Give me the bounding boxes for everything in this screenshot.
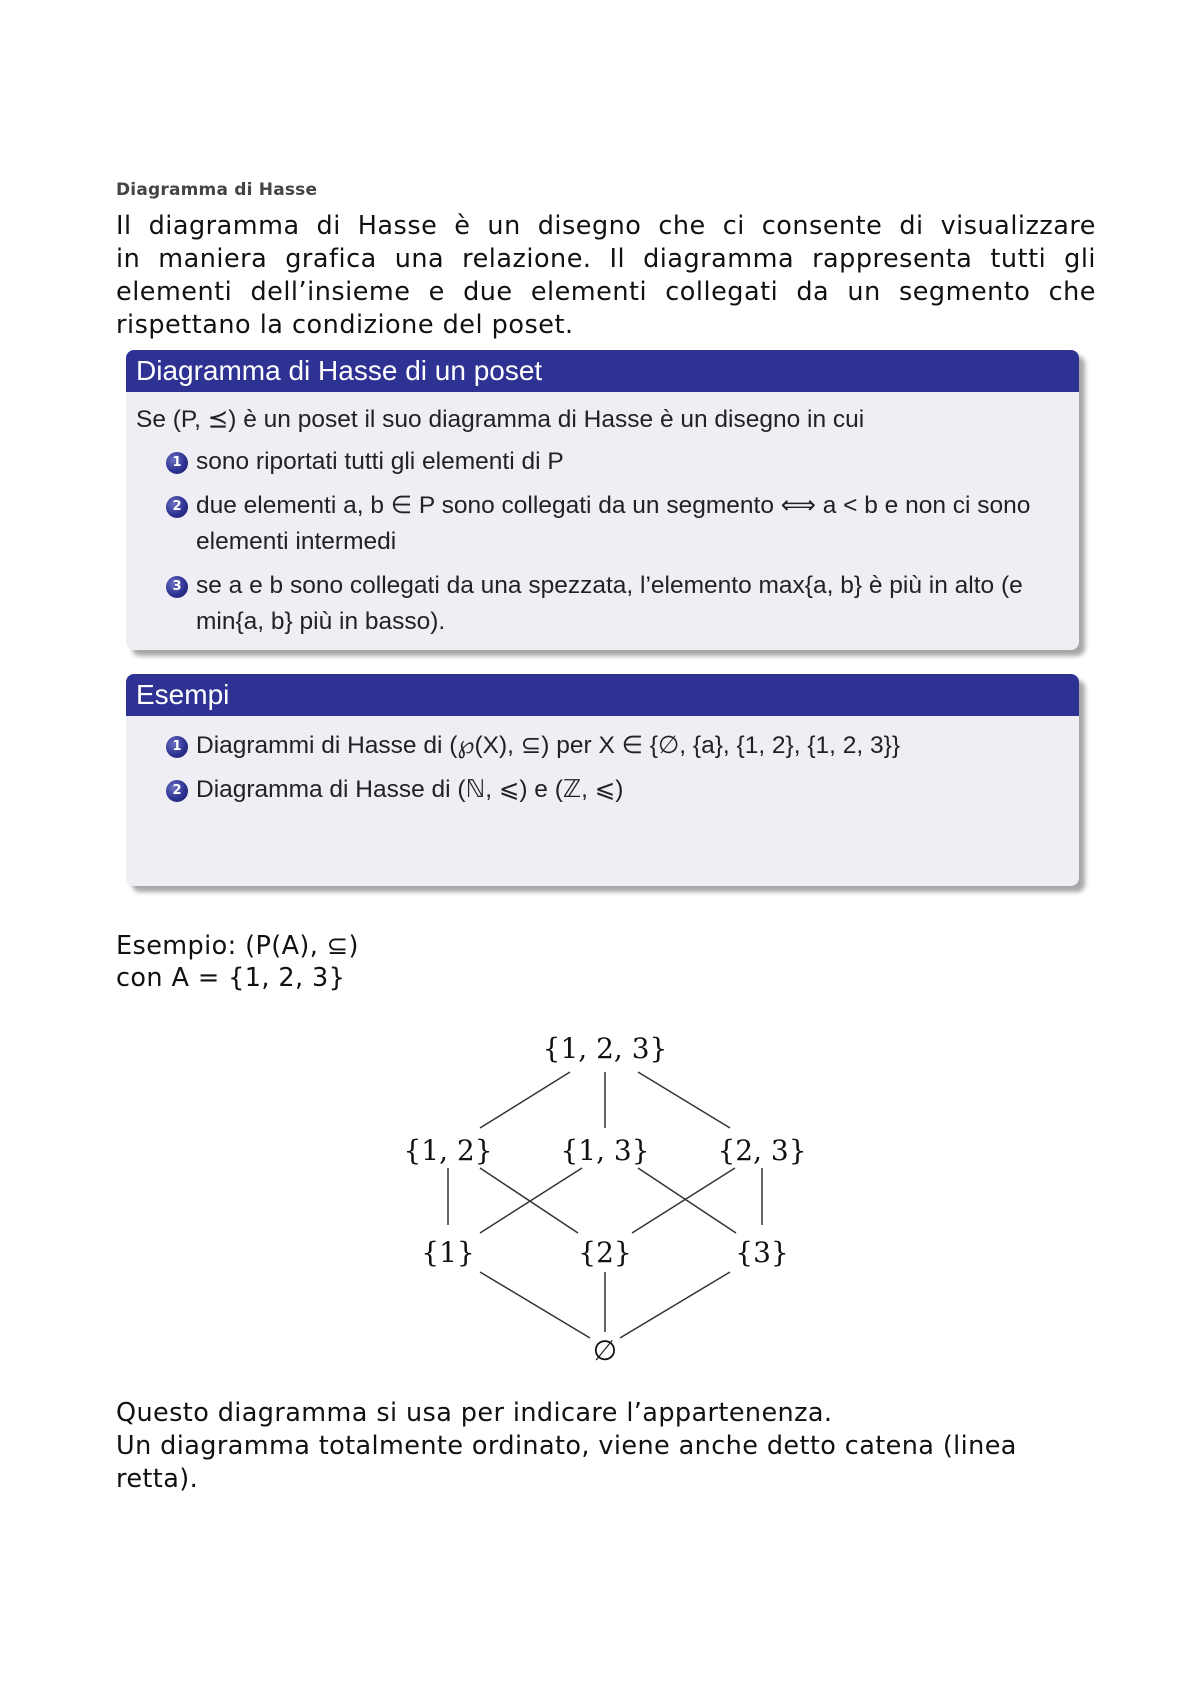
definition-item-text: sono riportati tutti gli elementi di P bbox=[196, 448, 564, 475]
numbered-bullet-icon: 1 bbox=[166, 736, 188, 758]
definition-block-title: Diagramma di Hasse di un poset bbox=[126, 350, 1079, 392]
hasse-node-13: {1, 3} bbox=[560, 1134, 650, 1167]
hasse-node-12: {1, 2} bbox=[403, 1134, 493, 1167]
examples-item-text: Diagrammi di Hasse di (℘(X), ⊆) per X ∈ {∅, {a}, {1, 2}, {1, 2, 3}} bbox=[196, 732, 901, 759]
definition-lead: Se (P, ⪯) è un poset il suo diagramma di Hasse è un disegno in cui bbox=[136, 406, 865, 433]
examples-item bbox=[136, 772, 1069, 808]
intro-line: rispettano la condizione del poset. bbox=[116, 310, 574, 340]
section-title: Diagramma di Hasse bbox=[116, 180, 318, 200]
definition-item bbox=[136, 444, 1069, 480]
numbered-bullet-icon: 3 bbox=[166, 576, 188, 598]
intro-line: Il diagramma di Hasse è un disegno che ci consente di visualizzare bbox=[116, 211, 1096, 241]
hasse-node-1: {1} bbox=[421, 1236, 475, 1269]
hasse-diagram bbox=[400, 1020, 820, 1380]
hasse-node-top: {1, 2, 3} bbox=[542, 1032, 668, 1065]
hasse-edges bbox=[448, 1072, 762, 1338]
definition-block-body bbox=[126, 392, 1079, 650]
definition-item-text: se a e b sono collegati da una spezzata, l’elemento max{a, b} è più in alto (e min{a, b} più in basso). bbox=[196, 572, 1023, 635]
outro-paragraph bbox=[116, 1397, 1096, 1496]
examples-item-text: Diagramma di Hasse di (ℕ, ⩽) e (ℤ, ⩽) bbox=[196, 776, 624, 803]
definition-item-text: due elementi a, b ∈ P sono collegati da un segmento ⟺ a < b e non ci sono elementi intermedi bbox=[196, 492, 1031, 555]
definition-block bbox=[126, 350, 1079, 650]
examples-block bbox=[126, 674, 1079, 886]
numbered-bullet-icon: 2 bbox=[166, 496, 188, 518]
definition-item bbox=[136, 488, 1069, 560]
hasse-edge bbox=[480, 1072, 570, 1128]
hasse-node-3: {3} bbox=[735, 1236, 789, 1269]
intro-line: elementi dell’insieme e due elementi collegati da un segmento che bbox=[116, 277, 1096, 307]
examples-block-body bbox=[126, 716, 1079, 826]
numbered-bullet-icon: 1 bbox=[166, 452, 188, 474]
outro-line: Un diagramma totalmente ordinato, viene anche detto catena (linea bbox=[116, 1431, 1017, 1461]
intro-line: in maniera grafica una relazione. Il diagramma rappresenta tutti gli bbox=[116, 244, 1096, 274]
outro-line: Questo diagramma si usa per indicare l’appartenenza. bbox=[116, 1398, 833, 1428]
outro-line: retta). bbox=[116, 1464, 199, 1494]
hasse-edge bbox=[632, 1168, 735, 1233]
hasse-edge bbox=[620, 1272, 730, 1338]
numbered-bullet-icon: 2 bbox=[166, 780, 188, 802]
example-line-2: con A = {1, 2, 3} bbox=[116, 963, 346, 993]
intro-paragraph bbox=[116, 210, 1096, 342]
example-label bbox=[116, 930, 359, 994]
hasse-edge bbox=[638, 1168, 736, 1233]
definition-item bbox=[136, 568, 1069, 640]
hasse-node-empty: ∅ bbox=[592, 1334, 618, 1367]
hasse-node-2: {2} bbox=[578, 1236, 632, 1269]
hasse-edge bbox=[480, 1272, 590, 1338]
example-line-1: Esempio: (P(A), ⊆) bbox=[116, 931, 359, 961]
hasse-node-23: {2, 3} bbox=[717, 1134, 807, 1167]
examples-block-title: Esempi bbox=[126, 674, 1079, 716]
hasse-edge bbox=[638, 1072, 730, 1128]
examples-item bbox=[136, 728, 1069, 764]
